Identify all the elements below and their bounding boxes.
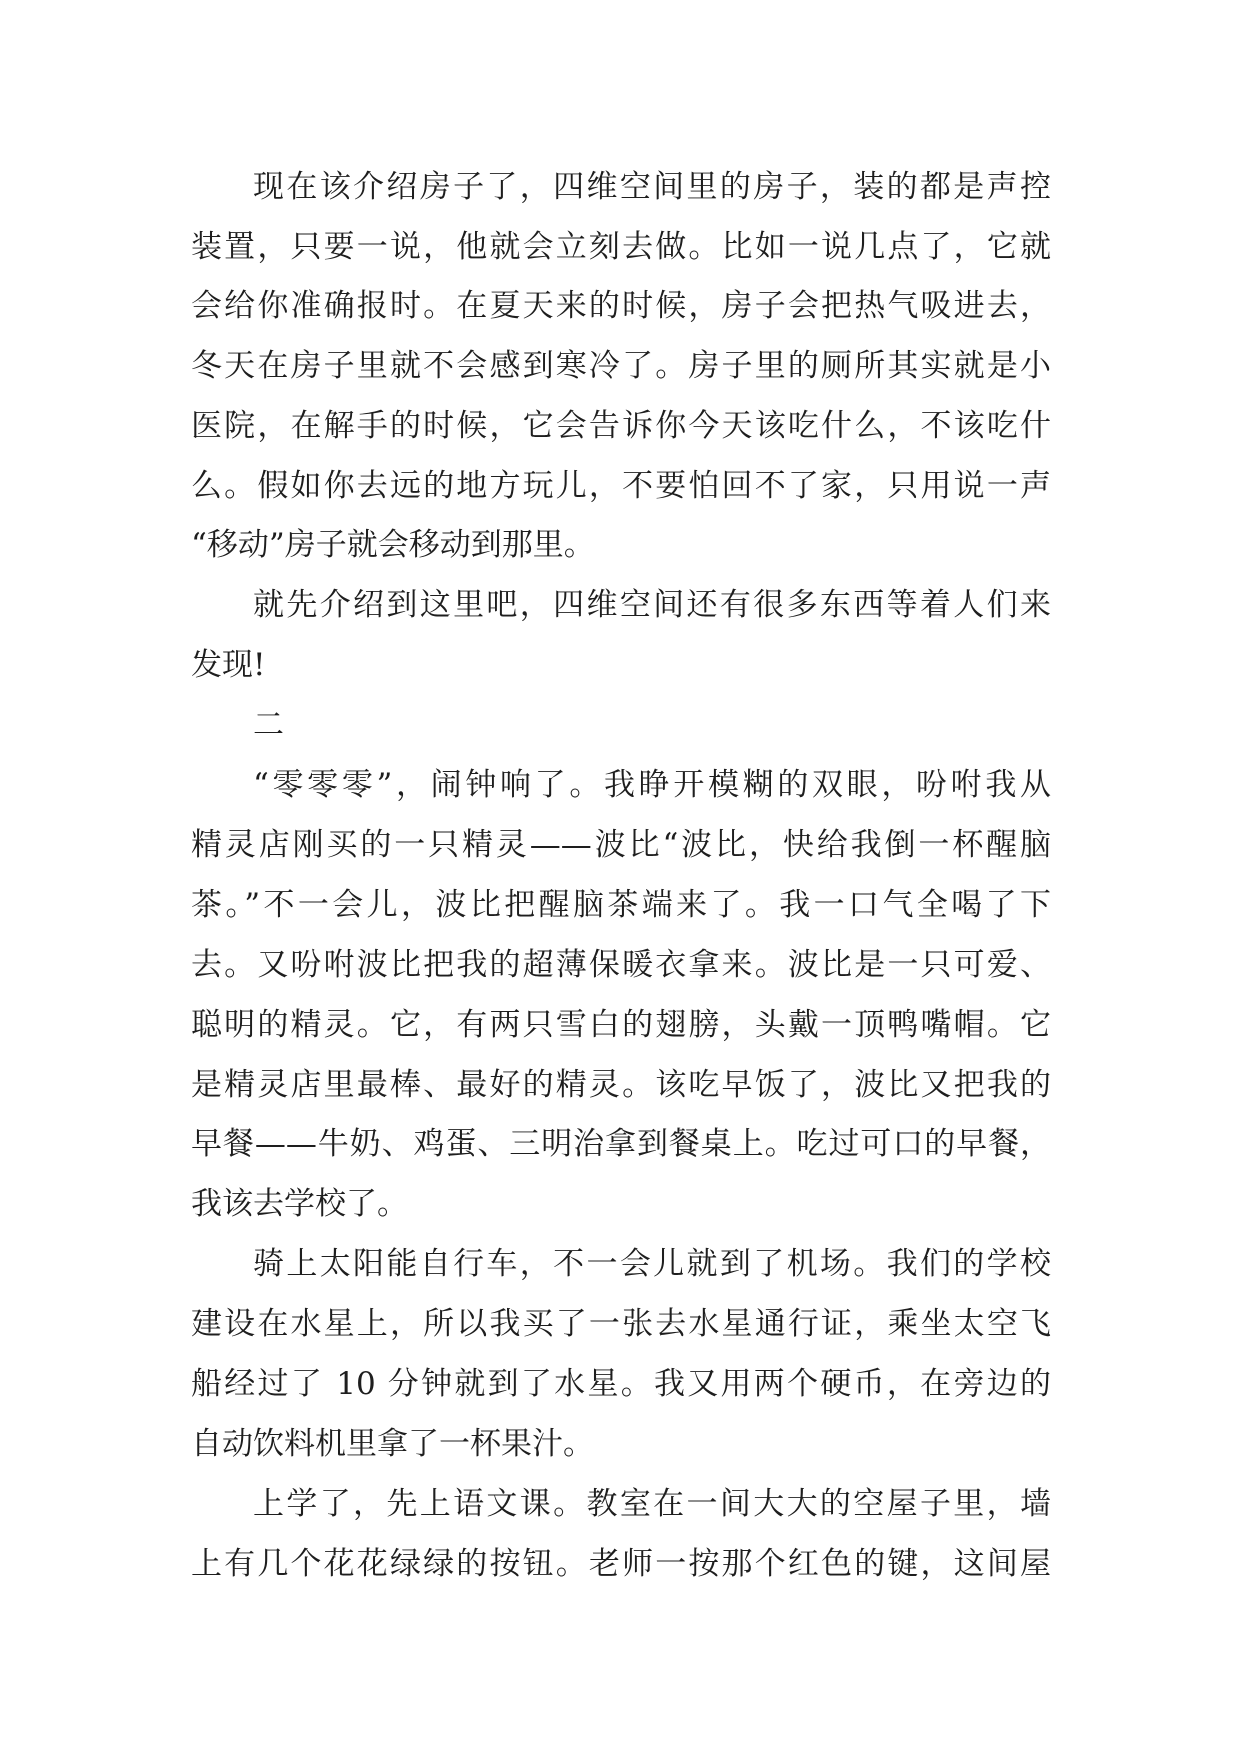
paragraph-line: 自动饮料机里拿了一杯果汁。 bbox=[191, 1426, 594, 1462]
paragraph-line: 冬天在房子里就不会感到寒冷了。房子里的厕所其实就是小 bbox=[191, 348, 1051, 384]
paragraph-line: 聪明的精灵。它，有两只雪白的翅膀，头戴一顶鸭嘴帽。它 bbox=[191, 1007, 1051, 1043]
paragraph-line: 发现! bbox=[191, 647, 266, 683]
section-heading: 二 bbox=[253, 707, 284, 743]
paragraph-line: 么。假如你去远的地方玩儿，不要怕回不了家，只用说一声 bbox=[191, 468, 1051, 504]
paragraph-line: 精灵店刚买的一只精灵——波比“波比，快给我倒一杯醒脑 bbox=[191, 827, 1051, 863]
paragraph-line: 上学了，先上语文课。教室在一间大大的空屋子里，墙 bbox=[253, 1486, 1051, 1522]
paragraph-line: 骑上太阳能自行车，不一会儿就到了机场。我们的学校 bbox=[253, 1246, 1051, 1282]
paragraph-line: 去。又吩咐波比把我的超薄保暖衣拿来。波比是一只可爱、 bbox=[191, 947, 1051, 983]
paragraph-line: 上有几个花花绿绿的按钮。老师一按那个红色的键，这间屋 bbox=[191, 1546, 1051, 1582]
paragraph-line: “零零零”，闹钟响了。我睁开模糊的双眼，吩咐我从 bbox=[253, 767, 1051, 803]
paragraph-line: 船经过了 10 分钟就到了水星。我又用两个硬币，在旁边的 bbox=[191, 1366, 1051, 1402]
paragraph-line: 早餐——牛奶、鸡蛋、三明治拿到餐桌上。吃过可口的早餐， bbox=[191, 1126, 1051, 1162]
paragraph-line: 建设在水星上，所以我买了一张去水星通行证，乘坐太空飞 bbox=[191, 1306, 1051, 1342]
paragraph-line: 就先介绍到这里吧，四维空间还有很多东西等着人们来 bbox=[253, 587, 1051, 623]
paragraph-line: “移动”房子就会移动到那里。 bbox=[191, 527, 595, 563]
paragraph-line: 现在该介绍房子了，四维空间里的房子，装的都是声控 bbox=[253, 169, 1051, 205]
paragraph-line: 医院，在解手的时候，它会告诉你今天该吃什么，不该吃什 bbox=[191, 408, 1051, 444]
paragraph-line: 装置，只要一说，他就会立刻去做。比如一说几点了，它就 bbox=[191, 229, 1051, 265]
paragraph-line: 茶。”不一会儿，波比把醒脑茶端来了。我一口气全喝了下 bbox=[191, 887, 1051, 923]
paragraph-line: 我该去学校了。 bbox=[191, 1186, 408, 1222]
paragraph-line: 是精灵店里最棒、最好的精灵。该吃早饭了，波比又把我的 bbox=[191, 1067, 1051, 1103]
paragraph-line: 会给你准确报时。在夏天来的时候，房子会把热气吸进去， bbox=[191, 288, 1051, 324]
